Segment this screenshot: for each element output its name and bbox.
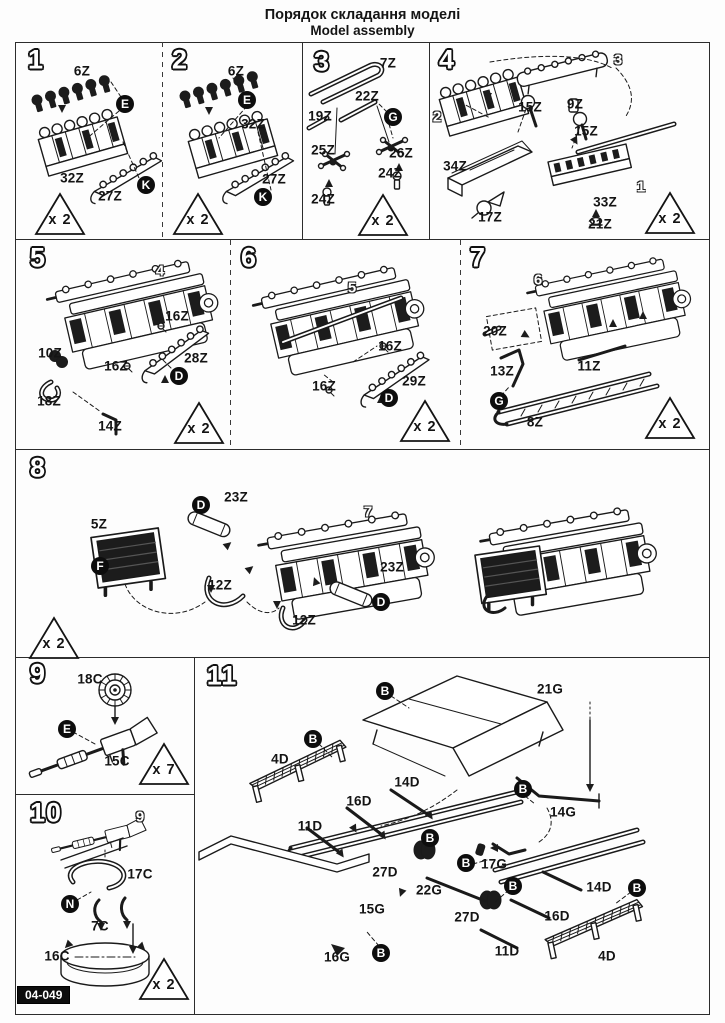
step-4-number: 4	[438, 44, 456, 75]
quantity-x2-marker	[27, 615, 81, 661]
step-9-number: 9	[29, 658, 47, 689]
part-label-21z: 21Z	[588, 216, 612, 232]
step-2-panel	[163, 42, 303, 240]
quantity-label: x 2	[42, 635, 66, 652]
part-label-27z: 27Z	[262, 171, 286, 187]
callout-g: G	[490, 392, 508, 410]
part-label-10z: 10Z	[38, 345, 62, 361]
step-6-number: 6	[240, 242, 258, 273]
callout-b: B	[514, 780, 532, 798]
callout-k: K	[137, 176, 155, 194]
subassembly-ref-2: 2	[432, 108, 442, 126]
callout-n: N	[61, 895, 79, 913]
step-3-panel	[303, 42, 430, 240]
part-label-11d: 11D	[494, 943, 520, 959]
part-label-17z: 17Z	[478, 209, 502, 225]
part-label-32z: 32Z	[241, 116, 265, 132]
part-label-7z: 7Z	[379, 55, 397, 71]
callout-d: D	[380, 389, 398, 407]
quantity-x2-marker	[398, 398, 452, 444]
title-line-english: Model assembly	[310, 22, 415, 38]
part-label-33z: 33Z	[593, 194, 617, 210]
part-label-24z: 24Z	[378, 165, 402, 181]
part-label-29z: 29Z	[402, 373, 426, 389]
callout-d: D	[372, 593, 390, 611]
part-label-16c: 16C	[44, 948, 70, 964]
part-label-16z: 16Z	[165, 308, 189, 324]
quantity-x2-marker	[137, 956, 191, 1002]
quantity-label: x 2	[658, 415, 682, 432]
part-label-23z: 23Z	[380, 559, 404, 575]
panel-border-bottom	[15, 1014, 709, 1015]
quantity-x2-marker	[33, 191, 87, 237]
part-label-27d: 27D	[372, 864, 398, 880]
part-label-6z: 6Z	[227, 63, 245, 79]
step-3-number: 3	[313, 46, 331, 77]
callout-b: B	[421, 829, 439, 847]
part-label-16g: 16G	[323, 949, 351, 965]
part-label-14g: 14G	[549, 804, 577, 820]
panel-border-right	[709, 42, 710, 1015]
step-8-panel	[15, 450, 709, 657]
part-label-18z: 18Z	[37, 393, 61, 409]
callout-b: B	[372, 944, 390, 962]
quantity-label: x 2	[48, 211, 72, 228]
title-line-ukrainian: Порядок складання моделі	[264, 7, 461, 23]
part-label-5z: 5Z	[90, 516, 108, 532]
part-label-22g: 22G	[415, 882, 443, 898]
part-label-16z: 16Z	[104, 358, 128, 374]
callout-f: F	[91, 557, 109, 575]
part-label-27z: 27Z	[98, 188, 122, 204]
quantity-label: x 2	[658, 210, 682, 227]
part-label-28z: 28Z	[184, 350, 208, 366]
part-label-12z: 12Z	[208, 577, 232, 593]
part-label-16d: 16D	[544, 908, 570, 924]
step-10-panel	[15, 794, 194, 1014]
part-label-24z: 24Z	[311, 191, 335, 207]
callout-d: D	[170, 367, 188, 385]
quantity-x2-marker	[643, 190, 697, 236]
part-label-9z: 9Z	[566, 96, 584, 112]
part-label-16z: 16Z	[312, 378, 336, 394]
part-label-4d: 4D	[271, 751, 289, 767]
callout-b: B	[376, 682, 394, 700]
part-label-21g: 21G	[536, 681, 564, 697]
part-label-7c: 7C	[91, 918, 109, 934]
quantity-x2-marker	[171, 191, 225, 237]
part-label-15g: 15G	[358, 901, 386, 917]
step-11-panel	[195, 658, 709, 1014]
quantity-label: x 2	[186, 211, 210, 228]
quantity-x7-marker	[137, 741, 191, 787]
part-label-15z: 15Z	[574, 123, 598, 139]
callout-b: B	[457, 854, 475, 872]
step-8-number: 8	[29, 452, 47, 483]
part-label-19z: 19Z	[308, 108, 332, 124]
subassembly-ref-6: 6	[533, 271, 543, 289]
part-label-27d: 27D	[454, 909, 480, 925]
subassembly-ref-1: 1	[636, 178, 646, 196]
quantity-label: x 2	[152, 976, 176, 993]
quantity-label: x 2	[187, 420, 211, 437]
quantity-x2-marker	[356, 192, 410, 238]
subassembly-ref-9: 9	[135, 808, 145, 826]
part-label-8z: 8Z	[526, 414, 544, 430]
part-label-18c: 18C	[77, 671, 103, 687]
step-1-panel	[15, 42, 163, 240]
step-1-number: 1	[27, 44, 45, 75]
part-label-14z: 14Z	[98, 418, 122, 434]
callout-d: D	[192, 496, 210, 514]
step-2-number: 2	[171, 44, 189, 75]
callout-e: E	[238, 91, 256, 109]
part-label-12z: 12Z	[292, 612, 316, 628]
step-4-panel	[430, 42, 709, 240]
part-label-25z: 25Z	[311, 142, 335, 158]
subassembly-ref-3: 3	[613, 51, 623, 69]
quantity-label: x 7	[152, 761, 176, 778]
step-7-panel	[461, 240, 709, 449]
part-label-22z: 22Z	[355, 88, 379, 104]
part-label-4d: 4D	[598, 948, 616, 964]
callout-e: E	[58, 720, 76, 738]
callout-k: K	[254, 188, 272, 206]
part-label-15z: 15Z	[518, 99, 542, 115]
subassembly-ref-7: 7	[363, 503, 373, 521]
step-6-panel	[231, 240, 460, 449]
step-5-panel	[15, 240, 230, 449]
callout-b: B	[504, 877, 522, 895]
part-label-11z: 11Z	[577, 358, 601, 374]
subassembly-ref-4: 4	[155, 262, 165, 280]
part-label-14d: 14D	[586, 879, 612, 895]
part-label-23z: 23Z	[224, 489, 248, 505]
step-11-number: 11	[206, 660, 238, 691]
part-label-16d: 16D	[346, 793, 372, 809]
step-5-number: 5	[29, 242, 47, 273]
part-label-17g: 17G	[480, 856, 508, 872]
part-label-15c: 15C	[104, 753, 130, 769]
callout-b: B	[304, 730, 322, 748]
part-label-20z: 20Z	[483, 323, 507, 339]
quantity-x2-marker	[172, 400, 226, 446]
quantity-label: x 2	[413, 418, 437, 435]
part-label-26z: 26Z	[389, 145, 413, 161]
part-label-32z: 32Z	[60, 170, 84, 186]
part-label-17c: 17C	[127, 866, 153, 882]
subassembly-ref-5: 5	[347, 279, 357, 297]
part-label-11d: 11D	[297, 818, 323, 834]
quantity-x2-marker	[643, 395, 697, 441]
quantity-label: x 2	[371, 212, 395, 229]
part-label-14d: 14D	[394, 774, 420, 790]
sheet-number-badge: 04-049	[17, 986, 70, 1004]
callout-g: G	[384, 108, 402, 126]
part-label-13z: 13Z	[490, 363, 514, 379]
part-label-6z: 6Z	[73, 63, 91, 79]
callout-e: E	[116, 95, 134, 113]
callout-b: B	[628, 879, 646, 897]
part-label-16z: 16Z	[378, 338, 402, 354]
step-10-number: 10	[29, 797, 63, 828]
part-label-34z: 34Z	[443, 158, 467, 174]
step-9-panel	[15, 658, 194, 794]
step-7-number: 7	[469, 242, 487, 273]
